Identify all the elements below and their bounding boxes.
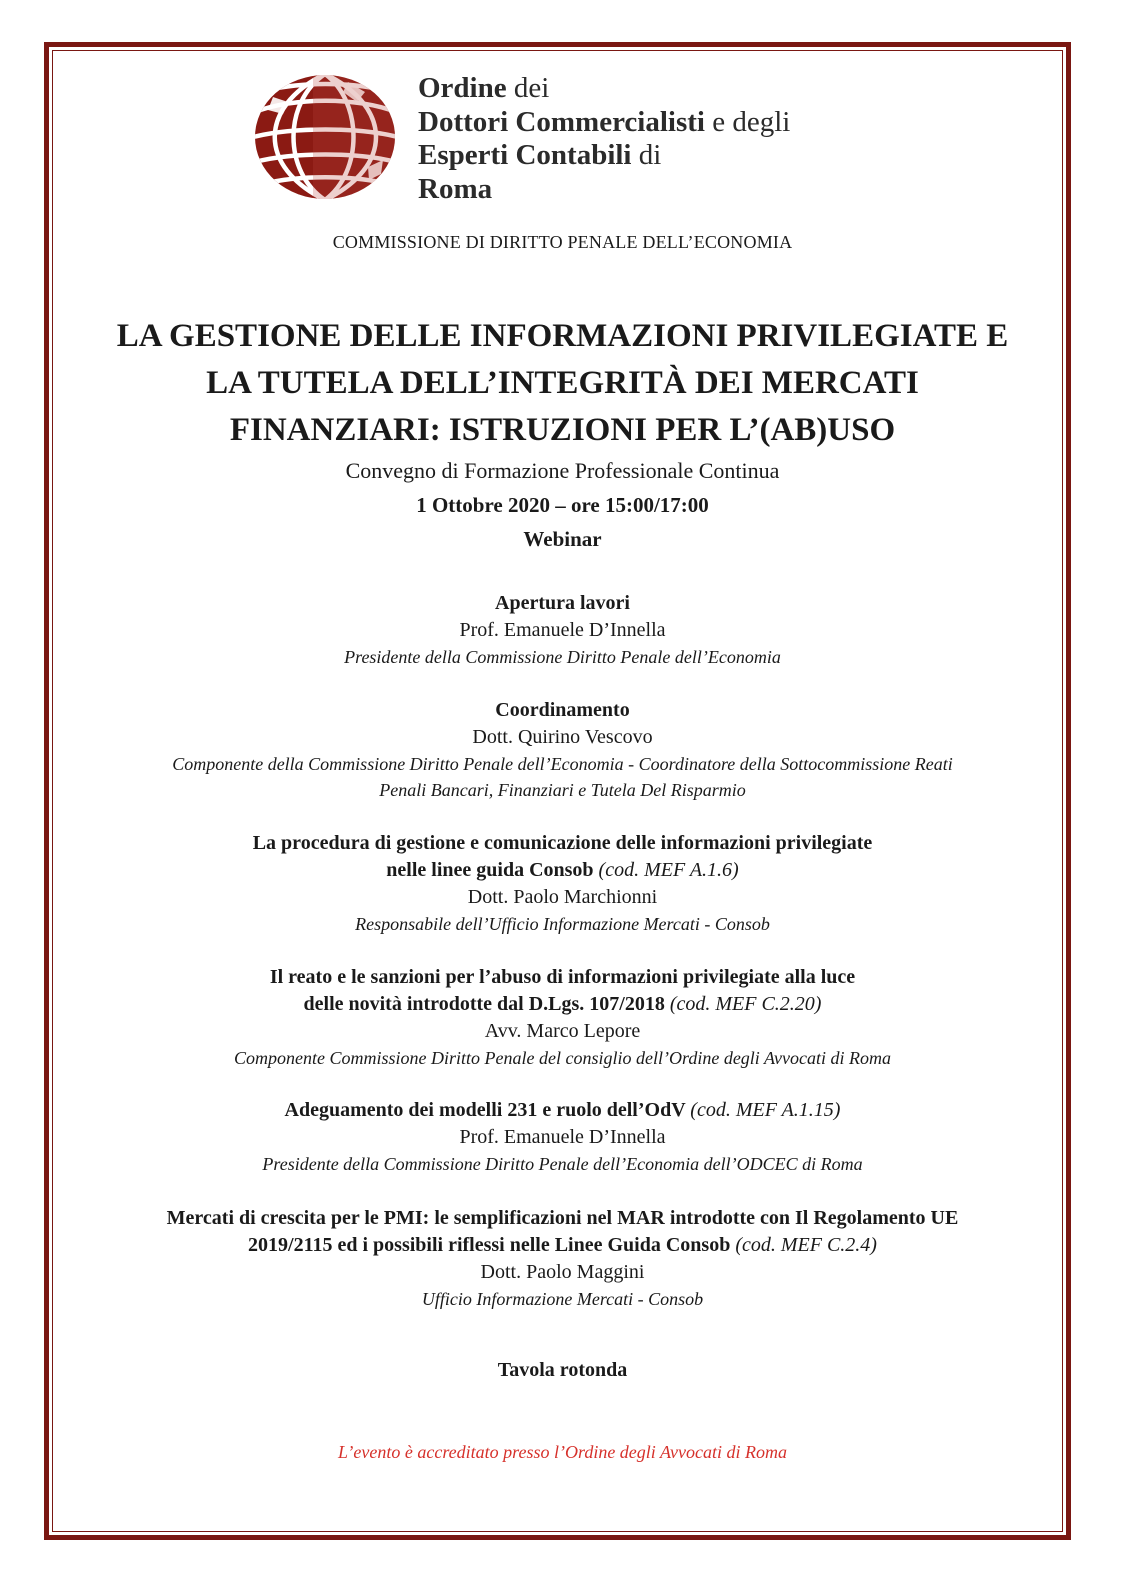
org-line1-bold: Ordine (418, 72, 507, 104)
speaker-name: Dott. Quirino Vescovo (472, 726, 653, 748)
event-subtitle: Convegno di Formazione Professionale Continua (345, 458, 780, 483)
program-section (55, 1205, 1070, 1312)
speaker-role: Componente Commissione Diritto Penale del consiglio dell’Ordine degli Avvocati di Roma (234, 1048, 891, 1068)
organization-name (418, 72, 790, 206)
section-title: 2019/2115 ed i possibili riflessi nelle Linee Guida Consob (248, 1234, 731, 1256)
speaker-role: Penali Bancari, Finanziari e Tutela Del Risparmio (379, 780, 746, 800)
org-line1-rest: dei (506, 72, 550, 104)
event-date: 1 Ottobre 2020 – ore 15:00/17:00 (416, 493, 709, 517)
speaker-name: Dott. Paolo Maggini (480, 1261, 645, 1283)
event-title (60, 313, 1065, 454)
section-title: delle novità introdotte dal D.Lgs. 107/2018 (303, 993, 665, 1015)
speaker-role: Componente della Commissione Diritto Penale dell’Economia - Coordinatore della Sottocommissione Reati (172, 754, 953, 774)
commission-name: COMMISSIONE DI DIRITTO PENALE DELL’ECONOMIA (332, 232, 793, 252)
title-line: FINANZIARI: ISTRUZIONI PER L’(AB)USO (229, 412, 896, 448)
org-line3-rest: di (631, 139, 662, 171)
section-title: nelle linee guida Consob (386, 859, 594, 881)
program-section (60, 1097, 1065, 1177)
speaker-role: Presidente della Commissione Diritto Penale dell’Economia dell’ODCEC di Roma (262, 1154, 863, 1174)
speaker-name: Prof. Emanuele D’Innella (459, 1126, 666, 1148)
mef-code: (cod. MEF A.1.15) (690, 1099, 841, 1121)
section-title: Il reato e le sanzioni per l’abuso di informazioni privilegiate alla luce (269, 966, 856, 988)
globe-logo-icon (253, 72, 398, 202)
section-title: Apertura lavori (495, 592, 630, 614)
section-title: Coordinamento (495, 699, 630, 721)
mef-code: (cod. MEF A.1.6) (598, 859, 739, 881)
event-mode: Webinar (523, 527, 602, 551)
speaker-name: Prof. Emanuele D’Innella (459, 619, 666, 641)
title-line: LA TUTELA DELL’INTEGRITÀ DEI MERCATI (206, 365, 919, 401)
speaker-role: Responsabile dell’Ufficio Informazione Mercati - Consob (355, 914, 770, 934)
program-section (60, 590, 1065, 670)
section-title: Mercati di crescita per le PMI: le semplificazioni nel MAR introdotte con Il Regolamento UE (166, 1207, 959, 1229)
speaker-role: Presidente della Commissione Diritto Penale dell’Economia (344, 647, 781, 667)
speaker-name: Dott. Paolo Marchionni (467, 886, 658, 908)
program-section (60, 964, 1065, 1071)
org-line2-bold: Dottori Commercialisti (418, 105, 705, 138)
accreditation-note: L’evento è accreditato presso l’Ordine degli Avvocati di Roma (338, 1442, 787, 1462)
section-title: Adeguamento dei modelli 231 e ruolo dell’OdV (284, 1099, 686, 1121)
program-section (60, 830, 1065, 937)
speaker-role: Ufficio Informazione Mercati - Consob (421, 1289, 704, 1309)
org-line3-bold: Esperti Contabili (418, 139, 632, 171)
org-line2-rest: e degli (704, 105, 791, 138)
section-title: La procedura di gestione e comunicazione delle informazioni privilegiate (252, 832, 873, 854)
mef-code: (cod. MEF C.2.20) (669, 993, 822, 1015)
program-section (60, 697, 1065, 803)
org-line4-bold: Roma (418, 172, 493, 205)
title-line: LA GESTIONE DELLE INFORMAZIONI PRIVILEGIATE E (116, 318, 1009, 354)
speaker-name: Avv. Marco Lepore (484, 1020, 641, 1042)
mef-code: (cod. MEF C.2.4) (735, 1234, 877, 1256)
round-table: Tavola rotonda (497, 1359, 628, 1381)
